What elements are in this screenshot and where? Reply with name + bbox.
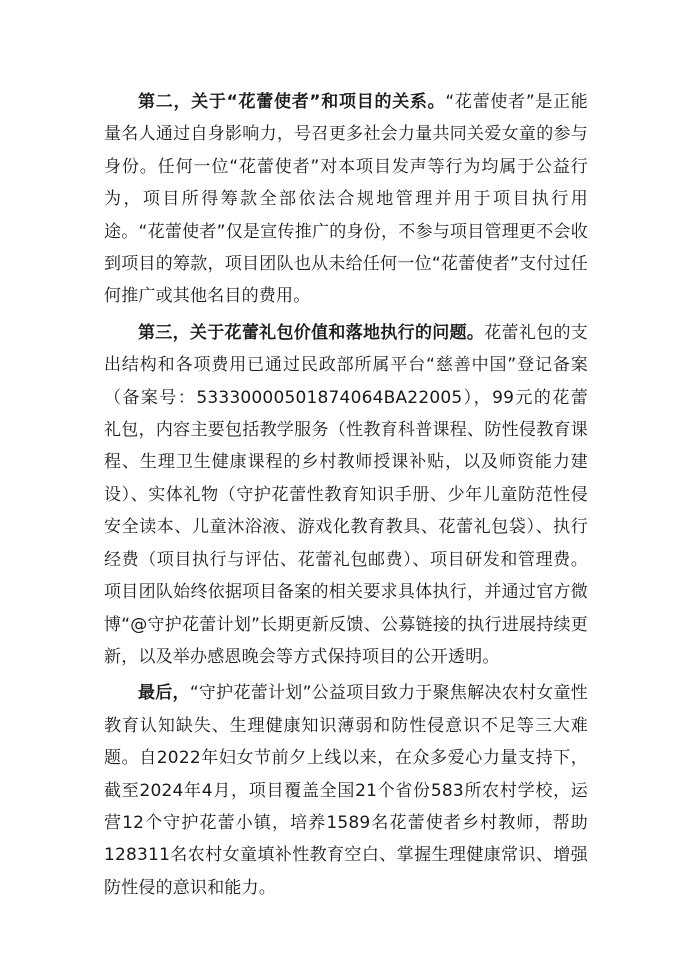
paragraph-relationship bbox=[104, 86, 588, 313]
paragraph-lead: 最后， bbox=[138, 683, 190, 704]
paragraph-text: “花蕾使者”是正能量名人通过自身影响力，号召更多社会力量共同关爱女童的参与身份。任何一位“花蕾使者”对本项目发声等行为均属于公益行为，项目所得筹款全部依法合规地管理并用于项目执行用途。“花蕾使者”仅是宣传推广的身份，不参与项目管理更不会收到项目的筹款，项目团队也从未给任何一位“花蕾使者”支付过任何推广或其他名目的费用。 bbox=[104, 92, 588, 307]
paragraph-text: 花蕾礼包的支出结构和各项费用已通过民政部所属平台“慈善中国”登记备案（备案号：53330000501874064BA22005），99元的花蕾礼包，内容主要包括教学服务（性教育科普课程、防性侵教育课程、生理卫生健康课程的乡村教师授课补贴，以及师资能力建设）、实体礼物（守护花蕾性教育知识手册、少年儿童防范性侵安全读本、儿童沐浴液、游戏化教育教具、花蕾礼包袋）、执行经费（项目执行与评估、花蕾礼包邮费）、项目研发和管理费。项目团队始终依据项目备案的相关要求具体执行，并通过官方微博“@守护花蕾计划”长期更新反馈、公募链接的执行进展持续更新，以及举办感恩晚会等方式保持项目的公开透明。 bbox=[104, 322, 589, 667]
paragraph-gift-package bbox=[104, 317, 588, 673]
paragraph-lead: 第三，关于花蕾礼包价值和落地执行的问题。 bbox=[138, 322, 485, 343]
paragraph-text: “守护花蕾计划”公益项目致力于聚焦解决农村女童性教育认知缺失、生理健康知识薄弱和防性侵意识不足等三大难题。自2022年妇女节前夕上线以来，在众多爱心力量支持下，截至2024年4月，项目覆盖全国21个省份583所农村学校，运营12个守护花蕾小镇，培养1589名花蕾使者乡村教师，帮助128311名农村女童填补性教育空白、掌握生理健康常识、增强防性侵的意识和能力。 bbox=[104, 683, 588, 898]
document-body bbox=[104, 86, 588, 904]
paragraph-lead: 第二，关于“花蕾使者”和项目的关系。 bbox=[138, 92, 446, 112]
paragraph-summary bbox=[104, 677, 588, 904]
